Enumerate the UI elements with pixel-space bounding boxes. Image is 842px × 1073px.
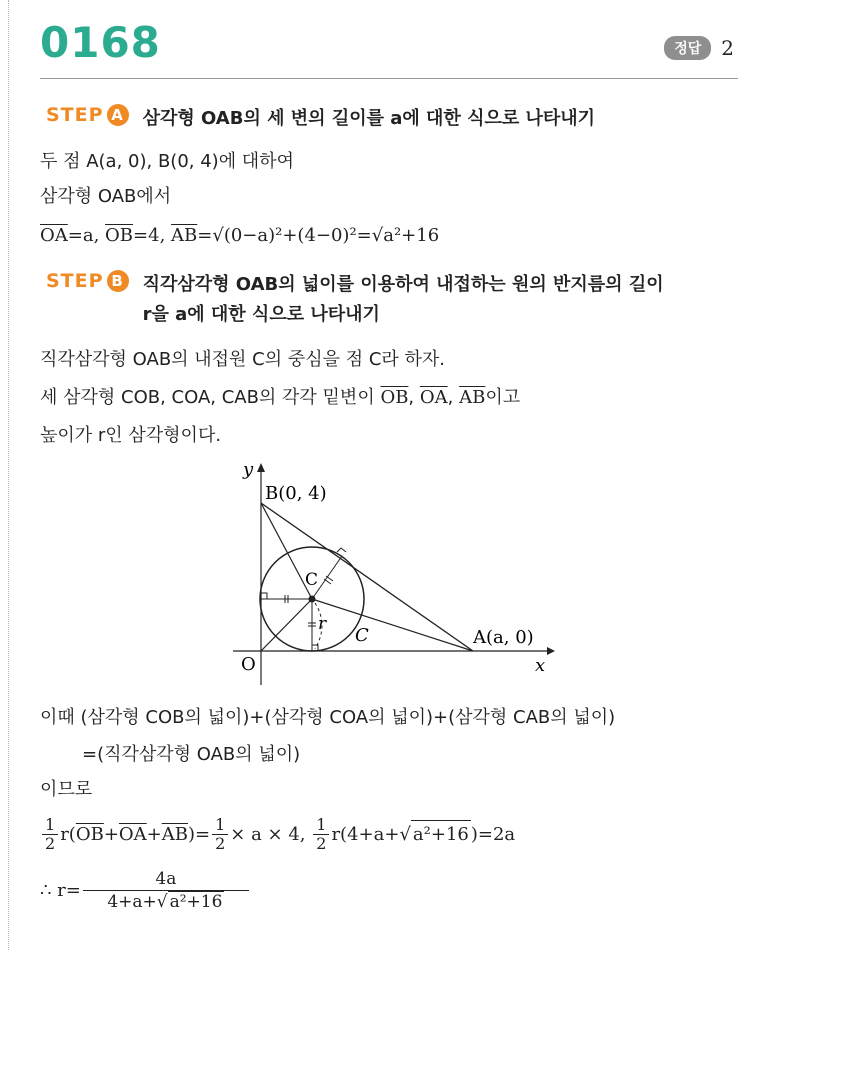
- step-b-seg-ab: $\overline{AB}$: [459, 387, 486, 408]
- tick-6: [326, 576, 333, 581]
- ab-value: =√(0−a)²+(4−0)²=√a²+16: [197, 225, 440, 246]
- sep-1: ,: [408, 387, 415, 408]
- half-fraction-3: [313, 816, 329, 853]
- step-a-letter: A: [107, 104, 129, 126]
- eq-seg-oa: $\overline{OA}$: [118, 823, 147, 845]
- step-b-seg-ob: $\overline{OB}$: [380, 387, 409, 408]
- step-b-seg-oa: $\overline{OA}$: [419, 387, 448, 408]
- right-angle-oy: [261, 593, 267, 599]
- eq-seg-ab: $\overline{AB}$: [161, 823, 188, 845]
- eq-plus-1: +: [103, 823, 119, 845]
- origin-label: O: [241, 654, 256, 675]
- seg-oa: $\overline{OA}$: [40, 225, 68, 246]
- seg-ab: $\overline{AB}$: [171, 225, 198, 246]
- x-axis-label: x: [535, 655, 546, 676]
- half-num-3: 1: [313, 816, 329, 835]
- step-b-heading: [46, 270, 664, 330]
- point-b-label: B(0, 4): [265, 483, 327, 504]
- tick-5: [324, 579, 331, 584]
- radius-label: r: [318, 614, 327, 634]
- step-a-heading: [46, 104, 595, 134]
- half-den-1: 2: [45, 834, 56, 853]
- eq-part-1: r(: [60, 823, 76, 845]
- step-a-line-1: 두 점 A(a, 0), B(0, 4)에 대하여: [40, 151, 294, 172]
- sep-2: ,: [447, 387, 454, 408]
- area-equation: [40, 816, 515, 853]
- segment-co: [261, 599, 312, 651]
- header-rule: [40, 78, 738, 79]
- area-sum-line-2: =(직각삼각형 OAB의 넓이): [82, 744, 301, 765]
- margin-dotted-line: [8, 0, 9, 950]
- step-b-label-text: STEP: [46, 270, 104, 292]
- half-den-3: 2: [316, 834, 327, 853]
- segment-ca: [312, 599, 473, 651]
- eq-sqrt: a²+16: [411, 820, 471, 849]
- eq-part-3: × a × 4,: [230, 823, 306, 845]
- center-point: [309, 596, 316, 603]
- step-b-line-3: 높이가 r인 삼각형이다.: [40, 425, 222, 446]
- half-num-1: 1: [42, 816, 58, 835]
- therefore-symbol: ∴ r=: [40, 879, 81, 901]
- x-axis-arrow: [547, 647, 555, 655]
- step-b-title: [143, 270, 664, 330]
- ob-value: =4,: [133, 225, 166, 246]
- half-den-2: 2: [215, 834, 226, 853]
- final-den-pre: 4+a+: [107, 892, 157, 912]
- step-a-title: 삼각형 OAB의 세 변의 길이를 a에 대한 식으로 나타내기: [142, 108, 596, 129]
- final-numerator: 4a: [83, 868, 249, 891]
- step-a-label-text: STEP: [46, 104, 104, 126]
- step-a-label: [46, 104, 129, 126]
- eq-sqrt-sign: √: [399, 823, 411, 845]
- seg-ob: $\overline{OB}$: [105, 225, 134, 246]
- step-b-label: [46, 270, 129, 292]
- step-b-title-line-2: r을 a에 대한 식으로 나타내기: [142, 304, 380, 325]
- y-axis-arrow: [257, 463, 265, 472]
- eq-part-5: )=2a: [470, 823, 516, 845]
- area-sum-line-1: 이때 (삼각형 COB의 넓이)+(삼각형 COA의 넓이)+(삼각형 CAB의 넓이): [40, 707, 616, 728]
- final-result: [40, 868, 251, 913]
- step-b-line-2-prefix: 세 삼각형 COB, COA, CAB의 각각 밑변이: [40, 387, 375, 408]
- step-b-line-2: [40, 384, 520, 412]
- step-b-line-2-suffix: 이고: [485, 387, 521, 408]
- right-angle-ab: [337, 548, 346, 552]
- eq-part-2: )=: [188, 823, 211, 845]
- eq-plus-2: +: [146, 823, 162, 845]
- answer-badge: 정답: [664, 36, 711, 60]
- point-a-label: A(a, 0): [473, 627, 534, 648]
- center-label: C: [305, 570, 319, 590]
- triangle-incircle-figure: [225, 455, 570, 690]
- half-fraction-2: [212, 816, 228, 853]
- step-a-equation: [40, 222, 439, 250]
- step-b-title-line-1: 직각삼각형 OAB의 넓이를 이용하여 내접하는 원의 반지름의 길이: [142, 274, 664, 295]
- answer-box: [664, 36, 734, 60]
- answer-value: 2: [721, 36, 734, 60]
- step-a-line-2: 삼각형 OAB에서: [40, 186, 172, 207]
- step-b-letter: B: [107, 270, 129, 292]
- circle-label: C: [355, 625, 369, 646]
- problem-number: 0168: [40, 18, 161, 67]
- area-sum-line-3: 이므로: [40, 779, 93, 800]
- step-b-line-1: 직각삼각형 OAB의 내접원 C의 중심을 점 C라 하자.: [40, 349, 446, 370]
- final-den-sqrt: a²+16: [169, 892, 223, 912]
- final-fraction: [83, 868, 249, 913]
- final-denominator: 4+a+√ a²+16: [107, 892, 223, 912]
- y-axis-label: y: [243, 459, 254, 480]
- eq-seg-ob: $\overline{OB}$: [75, 823, 104, 845]
- half-num-2: 1: [212, 816, 228, 835]
- half-fraction-1: [42, 816, 58, 853]
- oa-value: =a,: [67, 225, 100, 246]
- eq-part-4: r(4+a+: [331, 823, 400, 845]
